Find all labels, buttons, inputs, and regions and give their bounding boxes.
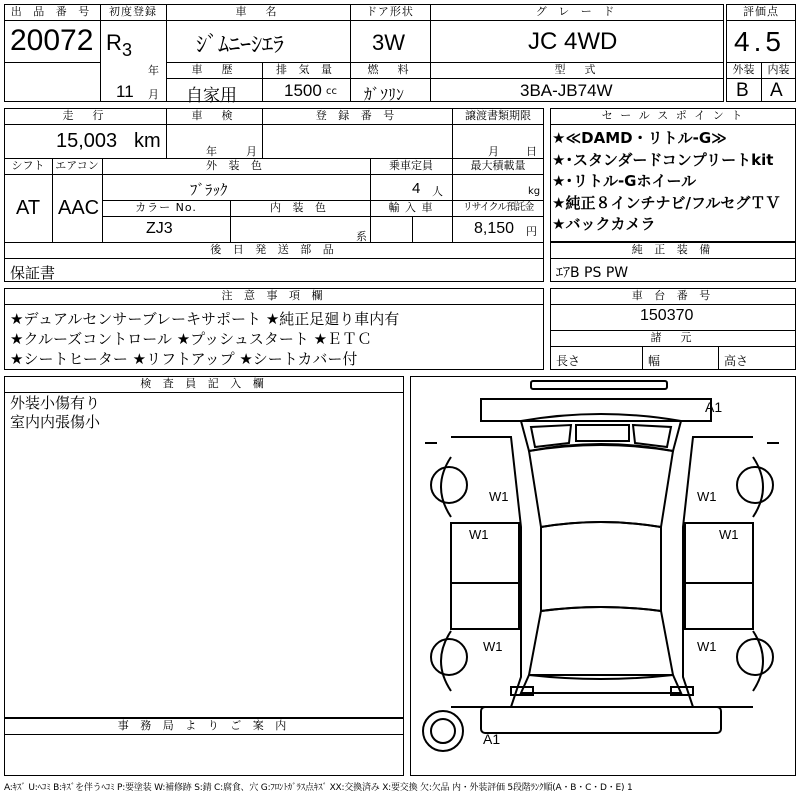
docs: 保証書 <box>10 264 56 282</box>
car-diagram-svg <box>411 377 794 774</box>
interior-grade: A <box>770 80 783 101</box>
fuel-label: 燃 料 <box>367 63 413 76</box>
ext-color-label: 外 装 色 <box>206 159 266 172</box>
equipment: ｴｱB PS PW <box>556 265 629 281</box>
interior-label: 内装 <box>767 63 790 76</box>
car-diagram <box>410 376 796 776</box>
equipment-label: 純 正 装 備 <box>631 243 715 256</box>
reg-no-label: 登 録 番 号 <box>315 109 399 122</box>
color-no-label: カラー No. <box>135 201 197 214</box>
month-unit: 月 <box>148 88 159 101</box>
height-label: 高さ <box>724 354 749 368</box>
first-reg-label: 初度登録 <box>109 5 157 18</box>
docs-label: 後 日 発 送 部 品 <box>210 243 338 256</box>
width-label: 幅 <box>648 354 661 368</box>
mileage-label: 走 行 <box>62 109 108 122</box>
damage-mark: A1 <box>705 399 723 415</box>
damage-mark: W1 <box>483 639 503 654</box>
color-no: ZJ3 <box>146 220 173 237</box>
load-unit: kg <box>528 186 541 197</box>
recycle-label: リサイクル預託金 <box>462 202 534 213</box>
int-color-unit: 系 <box>356 230 367 243</box>
car-name: ｼﾞﾑﾆｰｼｴﾗ <box>196 33 285 58</box>
damage-mark: W1 <box>719 527 739 542</box>
inspector-notes <box>10 394 100 432</box>
capacity-unit: 人 <box>432 185 443 198</box>
door: 3W <box>372 30 405 55</box>
model: 3BA-JB74W <box>520 81 613 100</box>
load-label: 最大積載量 <box>470 159 526 172</box>
legend: A:ｷｽﾞ U:ﾍｺﾐ B:ｷｽﾞを伴うﾍｺﾐ P:要塗装 W:補修跡 S:錆 C:腐食、穴 G:ﾌﾛﾝﾄｶﾞﾗｽ点ｷｽﾞ XX:交換済み X:要交換 欠:欠品 内・外装評価 5段階ﾗﾝｸ順(A・B・C・D・E) 1 <box>4 783 633 793</box>
dims-label: 諸 元 <box>650 331 696 344</box>
damage-mark: W1 <box>697 639 717 654</box>
sales-point-item: ★純正８インチナビ/フルセグＴＶ <box>552 193 781 212</box>
notes-list <box>10 309 399 369</box>
sales-points-label: セ ー ル ス ポ イ ン ト <box>601 109 745 122</box>
grade-label: グ レ ー ド <box>535 5 619 18</box>
damage-mark: A1 <box>483 731 501 747</box>
history: 自家用 <box>186 86 237 106</box>
damage-mark <box>543 475 545 476</box>
car-name-label: 車 名 <box>235 5 281 18</box>
era-letter: R <box>106 30 122 55</box>
int-color-label: 内 装 色 <box>270 201 330 214</box>
score: 4.5 <box>734 26 785 57</box>
year-num: 3 <box>122 40 133 60</box>
recycle: 8,150 <box>474 220 515 237</box>
shift: AT <box>16 197 41 219</box>
lot-no-label: 出 品 番 号 <box>10 5 94 18</box>
inspector-label: 検 査 員 記 入 欄 <box>140 377 268 390</box>
transfer-day-unit: 日 <box>526 145 537 158</box>
sales-point-item: ★バックカメラ <box>552 215 656 233</box>
ac: AAC <box>58 197 100 219</box>
length-label: 長さ <box>556 354 581 368</box>
fuel: ｶﾞｿﾘﾝ <box>364 85 405 104</box>
score-label: 評価点 <box>743 5 779 18</box>
office-label: 事 務 局 よ り ご 案 内 <box>117 719 291 732</box>
sales-points-list <box>552 128 780 236</box>
sales-point-item: ★･スタンダードコンプリートkit <box>552 150 774 169</box>
note-line: ★シートヒーター ★リフトアップ ★シートカバー付 <box>10 350 358 368</box>
history-label: 車 歴 <box>191 63 237 76</box>
sales-point-item: ★≪DAMD・リトル-G≫ <box>552 129 727 147</box>
ac-label: エアコン <box>55 159 99 172</box>
chassis-number: 150370 <box>640 307 694 324</box>
note-line: ★デュアルセンサーブレーキサポート ★純正足廻り車内有 <box>10 310 400 328</box>
exterior-grade: B <box>736 80 749 101</box>
grade: JC 4WD <box>528 28 618 55</box>
displacement: 1500 <box>284 81 322 100</box>
transfer-month-unit: 月 <box>488 145 499 158</box>
sales-point-item: ★･リトル-Gホイール <box>552 172 697 190</box>
mileage-unit: km <box>134 130 161 152</box>
capacity-label: 乗車定員 <box>389 159 433 172</box>
displacement-unit: cc <box>326 86 337 97</box>
door-label: ドア形状 <box>366 5 414 18</box>
import-label: 輸 入 車 <box>388 201 434 214</box>
lot-no: 20072 <box>10 24 94 57</box>
capacity: 4 <box>412 180 421 197</box>
inspection-year-unit: 年 <box>206 145 217 158</box>
inspection-label: 車 検 <box>191 109 237 122</box>
damage-mark: W1 <box>469 527 489 542</box>
note-line: ★クルーズコントロール ★プッシュスタート ★ＥＴＣ <box>10 330 373 348</box>
exterior-label: 外装 <box>732 63 755 76</box>
ext-color: ﾌﾞﾗｯｸ <box>190 181 228 199</box>
month-num: 11 <box>116 82 134 101</box>
inspection-month-unit: 月 <box>246 145 257 158</box>
model-label: 型 式 <box>554 63 600 76</box>
chassis-label: 車 台 番 号 <box>631 289 715 302</box>
transfer-label: 譲渡書類期限 <box>465 109 531 122</box>
year-unit: 年 <box>148 64 159 77</box>
inspector-line: 室内内張傷小 <box>10 413 101 431</box>
displacement-label: 排 気 量 <box>276 63 336 76</box>
damage-mark: W1 <box>489 489 509 504</box>
recycle-unit: 円 <box>526 225 537 238</box>
notes-label: 注 意 事 項 欄 <box>221 289 327 302</box>
damage-mark: W1 <box>697 489 717 504</box>
shift-label: シフト <box>11 159 45 172</box>
mileage: 15,003 <box>56 130 118 152</box>
inspector-line: 外装小傷有り <box>10 394 101 412</box>
